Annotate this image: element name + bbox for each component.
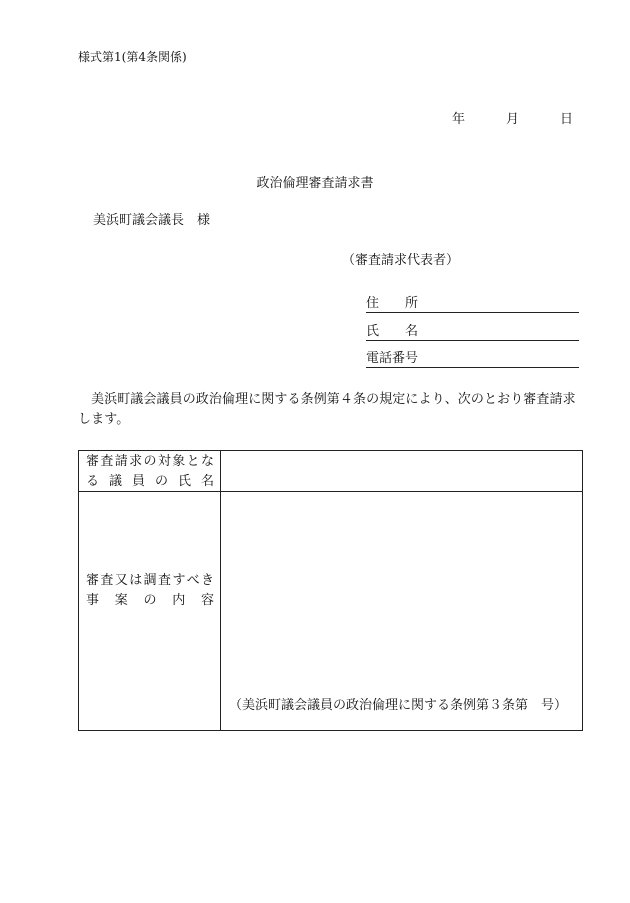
request-form-table — [78, 450, 583, 731]
matter-content-label — [86, 571, 214, 611]
addressee: 美浜町議会議長 様 — [93, 213, 211, 228]
address-field[interactable] — [366, 296, 579, 313]
date-year-label: 年 — [452, 112, 466, 127]
ordinance-article-note: （美浜町議会議員の政治倫理に関する条例第３条第 号） — [229, 698, 568, 713]
phone-field[interactable] — [366, 351, 579, 368]
document-title: 政治倫理審査請求書 — [256, 176, 374, 191]
form-number: 様式第1(第4条関係) — [78, 50, 187, 64]
representative-caption: （審査請求代表者） — [342, 253, 460, 268]
target-member-label-line1: 審査請求の対象とな — [86, 454, 214, 469]
target-member-label-line2: る議員の氏名 — [86, 474, 214, 489]
matter-content-label-line2: 事案の内容 — [86, 593, 214, 608]
address-label: 住 所 — [366, 296, 419, 311]
date-day-label: 日 — [560, 112, 574, 127]
matter-content-label-line1: 審査又は調査すべき — [86, 573, 214, 588]
date-month-label: 月 — [506, 112, 520, 127]
name-field[interactable] — [366, 324, 579, 341]
target-member-input[interactable] — [221, 451, 582, 491]
name-label: 氏 名 — [366, 324, 419, 339]
target-member-label — [86, 452, 214, 492]
body-text: 美浜町議会議員の政治倫理に関する条例第４条の規定により、次のとおり審査請求します。 — [78, 392, 576, 427]
phone-label: 電話番号 — [366, 351, 419, 366]
